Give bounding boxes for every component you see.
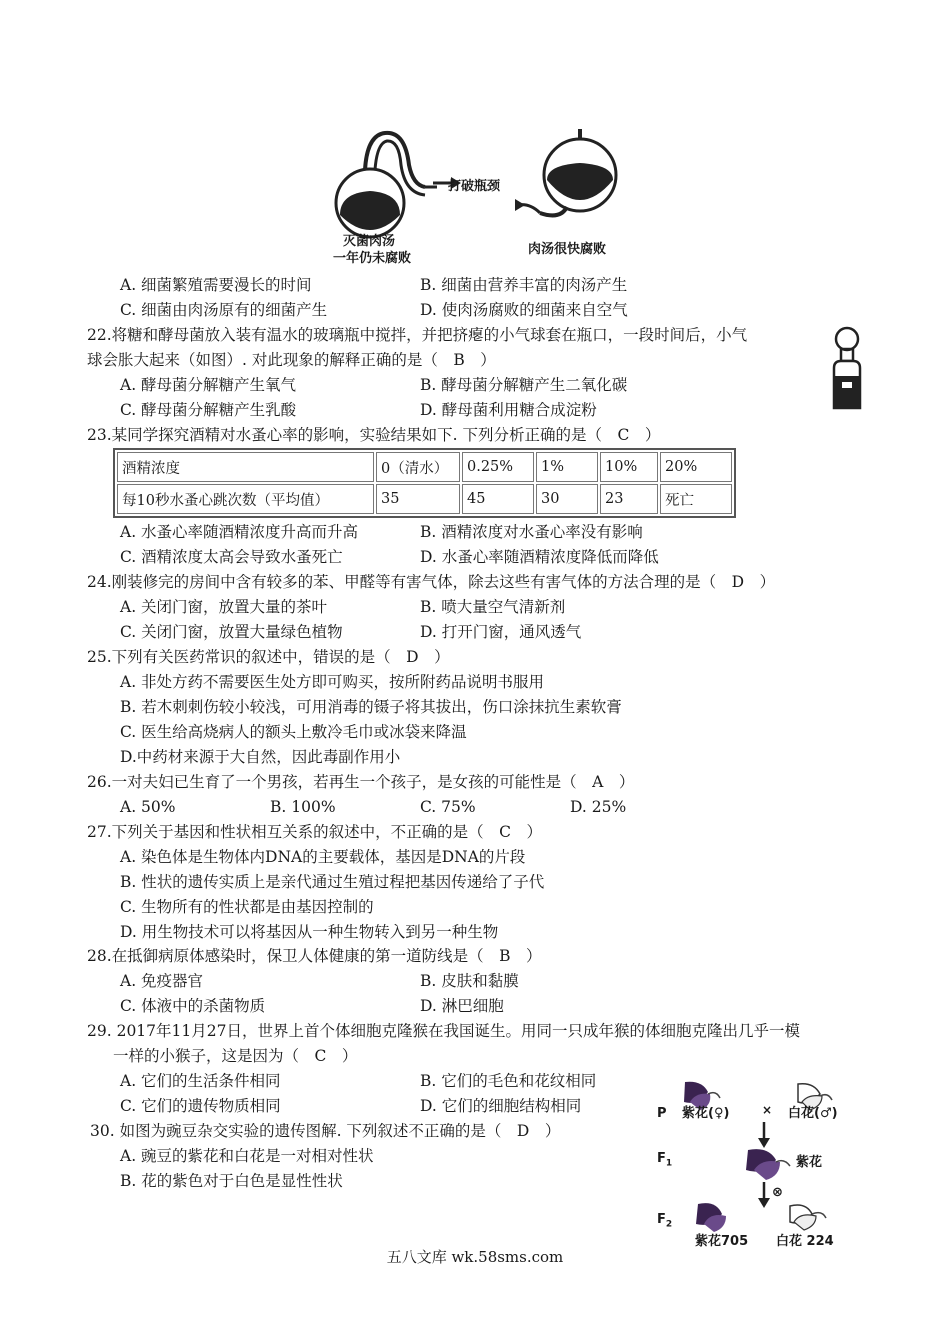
q29-stem-line2: 一样的小猴子，这是因为（ C ）	[113, 1047, 358, 1065]
table-cell: 30	[536, 484, 598, 514]
flask-left-caption-1: 灭菌肉汤	[343, 234, 396, 249]
flask-left-caption-2: 一年仍未腐败	[333, 251, 412, 266]
purple-flower-icon	[746, 1149, 790, 1180]
table-cell: 20%	[660, 452, 732, 482]
table-cell: 死亡	[660, 484, 732, 514]
q23-option-d: D. 水蚤心率随酒精浓度降低而降低	[420, 548, 659, 566]
pea-f2-label: $F_2$	[657, 1212, 673, 1230]
pea-p-white-label: 白花(♂)	[788, 1106, 838, 1121]
table-row	[117, 484, 732, 514]
q21-option-c: C. 细菌由肉汤原有的细菌产生	[120, 301, 328, 319]
q24-option-a: A. 关闭门窗，放置大量的茶叶	[120, 598, 328, 616]
table-cell: 每10秒水蚤心跳次数（平均值）	[117, 484, 374, 514]
pea-cross-figure	[650, 1072, 860, 1252]
table-cell: 1%	[536, 452, 598, 482]
table-cell: 45	[462, 484, 534, 514]
flask-right-caption: 肉汤很快腐败	[528, 242, 607, 257]
table-cell: 35	[376, 484, 460, 514]
table-cell: 0（清水）	[376, 452, 460, 482]
q29-option-b: B. 它们的毛色和花纹相同	[420, 1072, 597, 1090]
q22-option-c: C. 酵母菌分解糖产生乳酸	[120, 401, 297, 419]
q28-option-b: B. 皮肤和黏膜	[420, 972, 519, 990]
q26-option-a: A. 50%	[120, 798, 176, 816]
q24-option-d: D. 打开门窗，通风透气	[420, 623, 582, 641]
pea-f1-purple-label: 紫花	[796, 1155, 823, 1170]
pea-p-purple-label: 紫花(♀)	[682, 1106, 730, 1121]
pea-f1-label: $F_1$	[657, 1151, 673, 1169]
q25-option-b: B. 若木刺刺伤较小较浅，可用消毒的镊子将其拔出，伤口涂抹抗生素软膏	[120, 698, 622, 716]
white-flower-icon	[790, 1205, 826, 1230]
q22-option-d: D. 酵母菌利用糖合成淀粉	[420, 401, 597, 419]
q29-option-a: A. 它们的生活条件相同	[120, 1072, 281, 1090]
pea-f2-purple-label: 紫花705	[695, 1234, 749, 1249]
q26-stem: 26.一对夫妇已生育了一个男孩，若再生一个孩子，是女孩的可能性是（ A ）	[87, 773, 635, 791]
q28-option-c: C. 体液中的杀菌物质	[120, 997, 266, 1015]
q30-stem: 30. 如图为豌豆杂交实验的遗传图解. 下列叙述不正确的是（ D ）	[90, 1122, 561, 1140]
q24-option-b: B. 喷大量空气清新剂	[420, 598, 566, 616]
q21-option-d: D. 使肉汤腐败的细菌来自空气	[420, 301, 628, 319]
q26-option-c: C. 75%	[420, 798, 476, 816]
pea-p-label: P	[657, 1106, 667, 1121]
q23-results-table	[113, 448, 736, 518]
q25-option-c: C. 医生给高烧病人的额头上敷冷毛巾或冰袋来降温	[120, 723, 467, 741]
q29-option-c: C. 它们的遗传物质相同	[120, 1097, 281, 1115]
pea-self-symbol: ⊗	[772, 1185, 783, 1200]
q25-option-a: A. 非处方药不需要医生处方即可购买，按所附药品说明书服用	[120, 673, 545, 691]
q28-option-a: A. 免疫器官	[120, 972, 204, 990]
q23-option-a: A. 水蚤心率随酒精浓度升高而升高	[120, 523, 359, 541]
bottle-balloon-figure	[824, 326, 870, 412]
q26-option-d: D. 25%	[570, 798, 627, 816]
table-row	[117, 452, 732, 482]
q29-stem-line1: 29. 2017年11月27日，世界上首个体细胞克隆猴在我国诞生。用同一只成年猴的体细胞克隆出几乎一模	[87, 1022, 800, 1040]
q25-option-d: D.中药材来源于大自然，因此毒副作用小	[120, 748, 401, 766]
q22-option-a: A. 酵母菌分解糖产生氧气	[120, 376, 297, 394]
q21-option-b: B. 细菌由营养丰富的肉汤产生	[420, 276, 628, 294]
table-cell: 23	[600, 484, 658, 514]
purple-flower-icon	[696, 1203, 726, 1232]
q23-option-c: C. 酒精浓度太高会导致水蚤死亡	[120, 548, 343, 566]
q21-option-a: A. 细菌繁殖需要漫长的时间	[120, 276, 312, 294]
q27-option-b: B. 性状的遗传实质上是亲代通过生殖过程把基因传递给了子代	[120, 873, 545, 891]
flask-arrow-label: 打破瓶颈	[448, 179, 501, 194]
q22-stem-line2: 球会胀大起来（如图）. 对此现象的解释正确的是（ B ）	[87, 351, 496, 369]
page-footer: 五八文库 wk.58sms.com	[386, 1248, 564, 1266]
q28-option-d: D. 淋巴细胞	[420, 997, 504, 1015]
q23-stem: 23.某同学探究酒精对水蚤心率的影响，实验结果如下. 下列分析正确的是（ C ）	[87, 426, 661, 444]
q22-stem-line1: 22.将糖和酵母菌放入装有温水的玻璃瓶中搅拌，并把挤瘪的小气球套在瓶口，一段时间后，小气	[87, 326, 748, 344]
q30-option-b: B. 花的紫色对于白色是显性性状	[120, 1172, 343, 1190]
pea-cross-symbol: ×	[762, 1103, 773, 1117]
q23-option-b: B. 酒精浓度对水蚤心率没有影响	[420, 523, 643, 541]
q25-stem: 25.下列有关医药常识的叙述中，错误的是（ D ）	[87, 648, 450, 666]
table-cell: 10%	[600, 452, 658, 482]
q24-stem: 24.刚装修完的房间中含有较多的苯、甲醛等有害气体，除去这些有害气体的方法合理的是（ D ）	[87, 573, 776, 591]
table-cell: 0.25%	[462, 452, 534, 482]
q27-stem: 27.下列关于基因和性状相互关系的叙述中，不正确的是（ C ）	[87, 823, 543, 841]
pea-f2-white-label: 白花 224	[776, 1234, 834, 1249]
q26-option-b: B. 100%	[270, 798, 336, 816]
q24-option-c: C. 关闭门窗，放置大量绿色植物	[120, 623, 343, 641]
q27-option-c: C. 生物所有的性状都是由基因控制的	[120, 898, 374, 916]
q27-option-a: A. 染色体是生物体内DNA的主要载体，基因是DNA的片段	[120, 848, 526, 866]
q30-option-a: A. 豌豆的紫花和白花是一对相对性状	[120, 1147, 374, 1165]
q28-stem: 28.在抵御病原体感染时，保卫人体健康的第一道防线是（ B ）	[87, 947, 542, 965]
q22-option-b: B. 酵母菌分解糖产生二氧化碳	[420, 376, 628, 394]
q27-option-d: D. 用生物技术可以将基因从一种生物转入到另一种生物	[120, 923, 499, 941]
q29-option-d: D. 它们的细胞结构相同	[420, 1097, 582, 1115]
table-cell: 酒精浓度	[117, 452, 374, 482]
